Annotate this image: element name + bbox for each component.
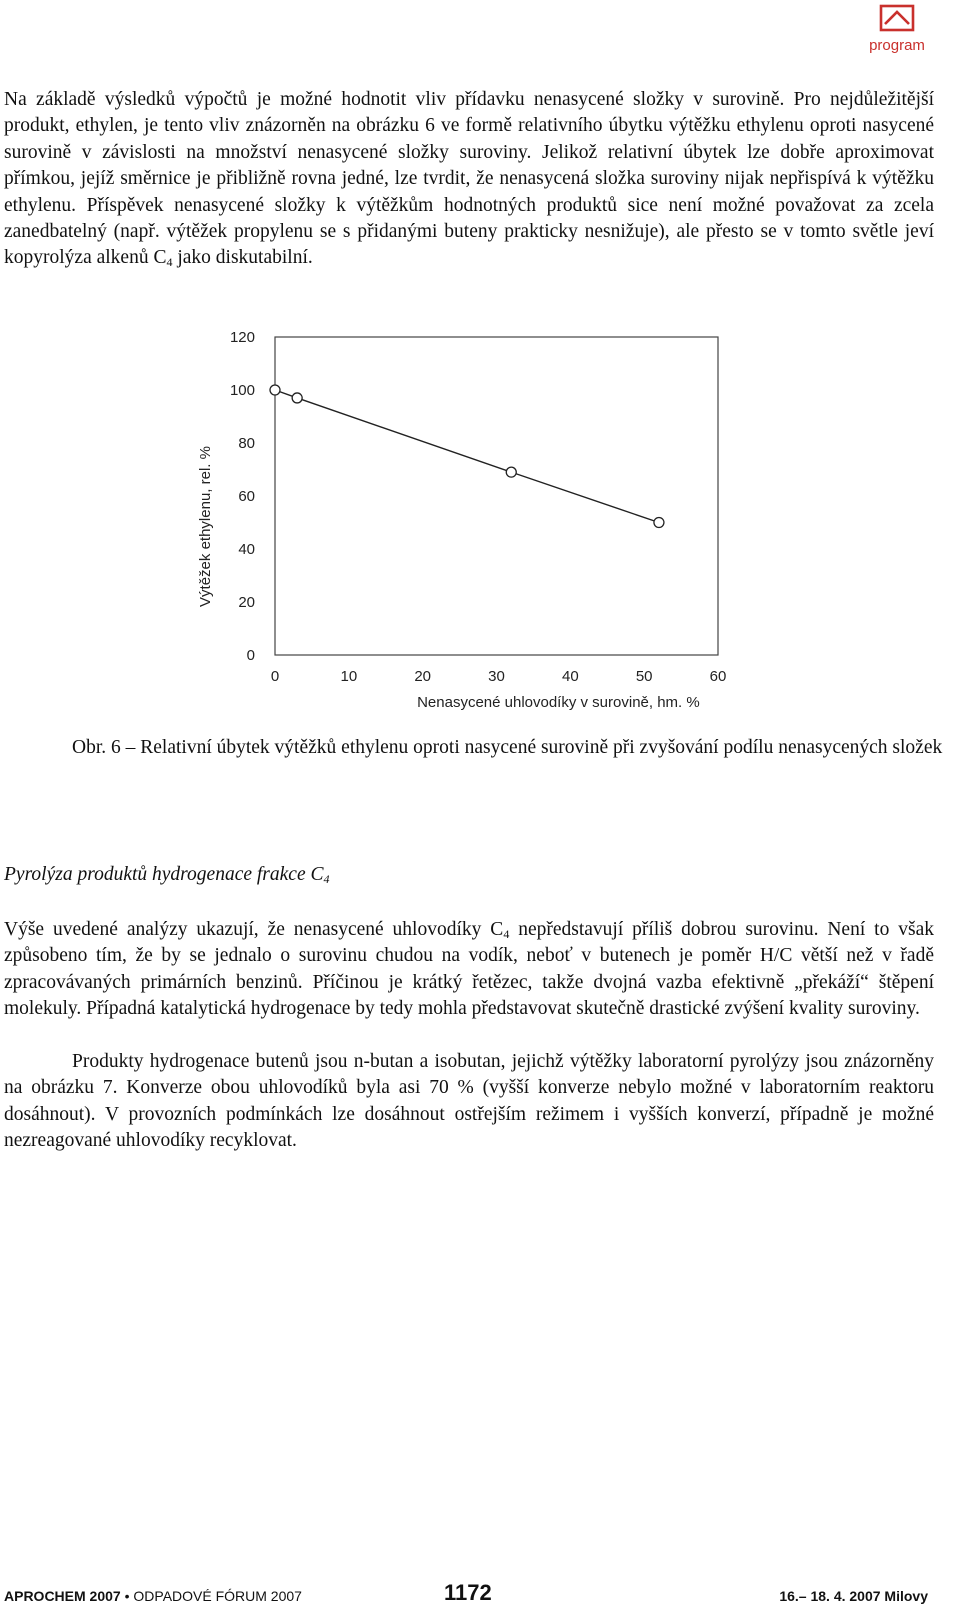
y-tick-label: 80: [238, 435, 255, 452]
page-footer: [0, 1580, 960, 1608]
caption-label: Obr. 6: [72, 737, 121, 758]
y-tick-label: 100: [229, 382, 255, 399]
paragraph-hydrogenation: Produkty hydrogenace butenů jsou n-butan a isobutan, jejichž výtěžky laboratorní pyrolýzy jsou znázorněny na obrázku 7. Konverze obou uhlovodíků byla asi 70 % (vyšší konverze nebylo možné v laboratorním reaktoru dosáhnout). V provozních podmínkách lze dosáhnout ostřejším režimem i vyšších konverzí, případně je možné nezreagované uhlovodíky recyklovat.: [4, 1051, 934, 1152]
x-tick-label: 40: [561, 668, 579, 685]
x-tick-label: 20: [414, 668, 432, 685]
data-point: [654, 518, 664, 528]
y-tick-label: 60: [238, 488, 255, 505]
page-number: 1172: [444, 1580, 492, 1605]
data-point: [292, 393, 302, 403]
program-label: program: [869, 37, 925, 54]
x-tick-label: 60: [709, 668, 727, 685]
section-heading: [4, 862, 330, 888]
data-point: [270, 385, 280, 395]
footer-aprochem: APROCHEM 2007: [4, 1588, 121, 1604]
ethylene-yield-chart: [180, 320, 740, 730]
footer-bullet: •: [124, 1588, 130, 1604]
paragraph-analysis-b: nepředstavují příliš dobrou surovinu. Není to však způsobeno tím, že by se jednalo o surovinu chudou na vodík, neboť v butenech je poměr H/C větší než v řadě zpracovávaných primárních benzinů. Příčinou je krátký řetězec, takže dvojná vazba efektivně „překáží“ štěpení molekuly. Případná katalytická hydrogenace by tedy mohla představovat skutečně drastické zvýšení kvality suroviny.: [4, 919, 934, 1020]
subscript: 4: [503, 927, 510, 941]
plot-frame: [275, 337, 718, 655]
x-tick-label: 30: [488, 668, 505, 685]
footer-date-place: 16.– 18. 4. 2007 Milovy: [779, 1588, 928, 1604]
y-tick-label: 0: [246, 647, 255, 664]
y-tick-label: 20: [238, 594, 255, 611]
subscript: 4: [323, 872, 330, 886]
caption-dash: –: [125, 737, 136, 758]
caption-text: Relativní úbytek výtěžků ethylenu oproti nasycené surovině při zvyšování podílu nenasycených složek: [140, 737, 943, 758]
paragraph-intro-end: jako diskutabilní.: [172, 247, 313, 269]
y-tick-label: 120: [229, 329, 255, 346]
series-line: [275, 390, 659, 523]
y-axis-label: Výtěžek ethylenu, rel. %: [197, 446, 214, 607]
subscript: 4: [166, 255, 173, 270]
data-point: [506, 467, 516, 477]
footer-conference: [4, 1588, 302, 1604]
x-tick-label: 10: [340, 668, 358, 685]
paragraph-intro: [4, 87, 934, 272]
program-logo[interactable]: [864, 2, 930, 54]
figure-caption: [72, 735, 960, 761]
paragraph-analysis-a: Výše uvedené analýzy ukazují, že nenasycené uhlovodíky C: [4, 919, 504, 940]
paragraph-analysis: [4, 917, 934, 1023]
envelope-chevron-icon: [879, 4, 915, 34]
y-tick-label: 40: [238, 541, 255, 558]
x-tick-label: 0: [270, 668, 280, 685]
paragraph-intro-text: Na základě výsledků výpočtů je možné hodnotit vliv přídavku nenasycené složky v surovině. Pro nejdůležitější produkt, ethylen, je tento vliv znázorněn na obrázku 6 ve formě relativního úbytku výtěžku ethylenu oproti nasycené surovině v závislosti na množství nenasycené složky suroviny. Jelikož relativní úbytek lze dobře aproximovat přímkou, jejíž směrnice je přibližně rovna jedné, lze tvrdit, že nenasycená složka suroviny nijak nepřispívá k výtěžku ethylenu. Příspěvek nenasycené složky k výtěžkům hodnotných produktů sice není možné považovat za zcela zanedbatelný (např. výtěžek propylenu se s přidanými buteny prakticky nesnižuje), ale přesto se v tomto světle jeví kopyrolýza alkenů C: [4, 89, 934, 269]
section-heading-text: Pyrolýza produktů hydrogenace frakce C: [4, 864, 324, 885]
x-axis-label: Nenasycené uhlovodíky v surovině, hm. %: [417, 694, 700, 711]
footer-forum: ODPADOVÉ FÓRUM 2007: [133, 1588, 302, 1604]
x-tick-label: 50: [635, 668, 653, 685]
chart-svg: [180, 320, 740, 730]
